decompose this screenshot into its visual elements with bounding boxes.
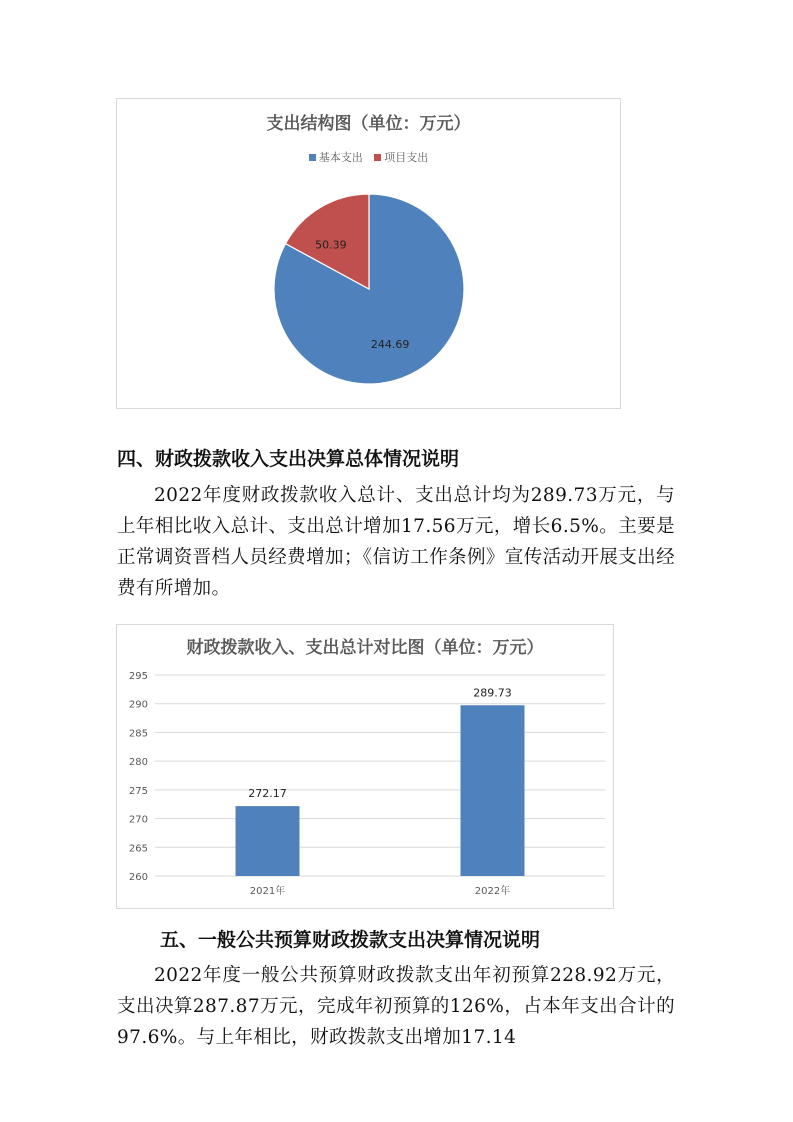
y-tick-label: 265 (128, 843, 148, 855)
legend-label-basic: 基本支出 (318, 151, 363, 164)
bar-chart (116, 624, 614, 909)
pie-label-basic: 244.69 (370, 337, 410, 351)
pie-chart-plot (117, 99, 622, 410)
y-tick-label: 275 (128, 785, 148, 797)
section4-heading: 四、财政拨款收入支出决算总体情况说明 (117, 448, 460, 470)
bar-chart-plot (117, 625, 615, 910)
section4-paragraph: 2022年度财政拨款收入总计、支出总计均为289.73万元，与上年相比收入总计、支出总计增加17.56万元，增长6.5%。主要是正常调资晋档人员经费增加；《信访工作条例》宣传活动开展支出经费有所增加。 (117, 485, 675, 599)
legend-label-project: 项目支出 (384, 151, 429, 164)
bar-value-label: 289.73 (473, 686, 512, 700)
section5-heading: 五、一般公共预算财政拨款支出决算情况说明 (160, 929, 541, 951)
x-category-label: 2022年 (474, 886, 511, 897)
y-tick-label: 280 (128, 757, 148, 769)
pie-chart (116, 98, 621, 409)
bar-value-label: 272.17 (248, 787, 287, 801)
pie-label-project: 50.39 (315, 238, 347, 252)
y-tick-label: 270 (128, 814, 148, 826)
bar (461, 705, 525, 876)
pie-chart-title: 支出结构图（单位：万元） (266, 114, 471, 134)
y-tick-label: 260 (128, 872, 148, 883)
y-tick-label: 285 (128, 728, 148, 740)
bar-chart-title: 财政拨款收入、支出总计对比图（单位：万元） (186, 638, 544, 658)
y-tick-label: 290 (128, 699, 148, 711)
bar (236, 806, 300, 876)
section5-paragraph: 2022年度一般公共预算财政拨款支出年初预算228.92万元，支出决算287.87万元，完成年初预算的126%，占本年支出合计的97.6%。与上年相比，财政拨款支出增加17.14 (117, 965, 675, 1048)
x-category-label: 2021年 (249, 886, 286, 897)
y-tick-label: 295 (128, 671, 148, 682)
